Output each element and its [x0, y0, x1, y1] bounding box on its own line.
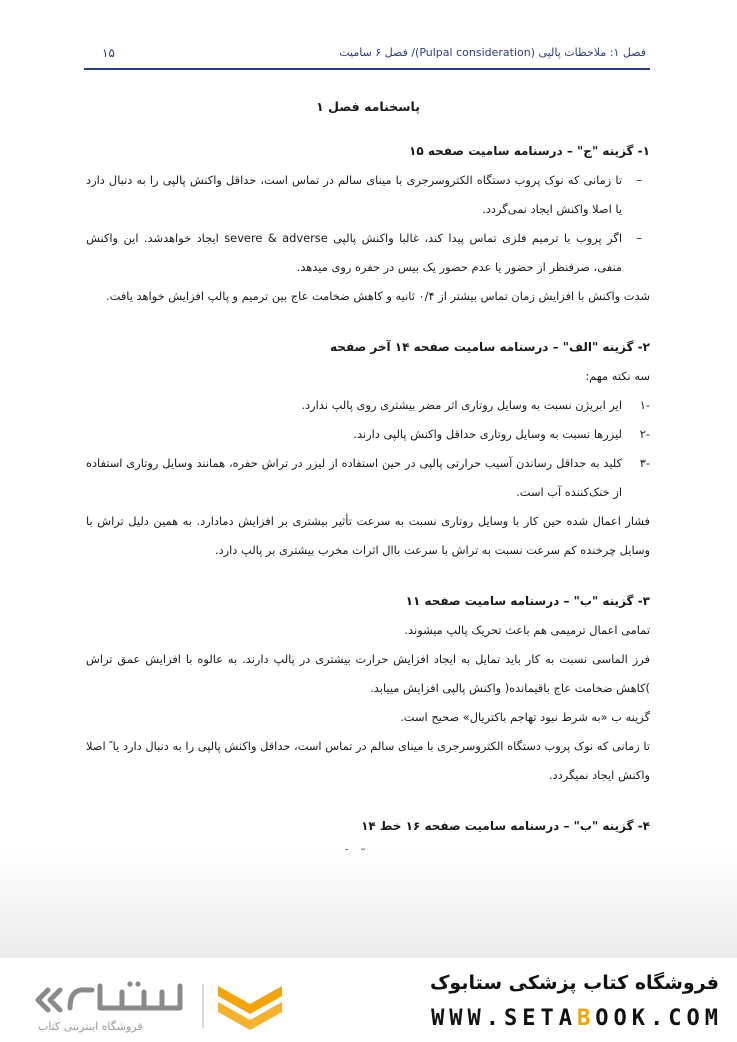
- bottom-fade: [0, 850, 737, 962]
- bullet-item: – اگر پروب با ترمیم فلزی تماس پیدا کند، غالبا واکنش پالپی severe & adverse ایجاد خواهدشد. این واکنش منفی، صرفنظر از حضور یا عدم حضور یک بیس در حفره روی میدهد.: [86, 224, 650, 282]
- item-number: -۲: [639, 427, 650, 441]
- answer-section-1: [86, 137, 650, 311]
- answer-heading: ۱- گزینه "ج" – درسنامه سامیت صفحه ۱۵: [409, 144, 650, 158]
- answer-section-2: [86, 333, 650, 565]
- answer-heading: ۲- گزینه "الف" – درسنامه سامیت صفحه ۱۴ آخر صفحه: [330, 340, 650, 354]
- store-name: فروشگاه کتاب پزشکی ستابوک: [429, 972, 719, 994]
- answer-heading: ۳- گزینه "ب" – درسنامه سامیت صفحه ۱۱: [405, 594, 650, 608]
- book-chevron-icon: [214, 980, 286, 1036]
- logo-tagline: فروشگاه اینترنتی کتاب: [38, 1020, 143, 1033]
- answer-heading: ۴- گزینه "ب" – درسنامه سامیت صفحه ۱۶ خط ۱۴: [361, 819, 650, 833]
- item-number: -۱: [639, 398, 650, 412]
- numbered-item: -۳ کلید به حداقل رساندن آسیب حرارتی پالپی در حین استفاده از لیزر در تراش حفره، همانند وسایل روتاری استفاده از خنک‌کننده آب است.: [86, 449, 650, 507]
- dash-marker: –: [636, 173, 642, 187]
- intro-text: سه نکته مهم:: [585, 369, 650, 383]
- page-header: [84, 40, 650, 70]
- store-url: WWW.SETABOOK.COM: [431, 1006, 723, 1031]
- store-footer: [0, 958, 737, 1042]
- running-title: فصل ۱: ملاحظات پالپی (Pulpal consideration)/ فصل ۶ سامیت: [339, 46, 646, 59]
- paragraph: تمامی اعمال ترمیمی هم باعث تحریک پالپ میشوند.: [404, 623, 650, 637]
- numbered-item: -۱ ایر ابریژن نسبت به وسایل روتاری اثر مضر بیشتری روی پالپ ندارد.: [86, 391, 650, 420]
- answer-section-3: [86, 587, 650, 790]
- setabook-wordmark-logo: [30, 978, 190, 1022]
- paragraph: شدت واکنش با افزایش زمان تماس بیشتر از ۰/۴ ثانیه و کاهش ضخامت عاج بین ترمیم و پالپ افزایش خواهد یافت.: [106, 289, 650, 303]
- paragraph: فرز الماسی نسبت به کار باید تمایل به ایجاد افزایش حرارت بیشتری در پالپ دارند. به عالوه با افزایش عمق تراش )کاهش ضخامت عاج باقیمانده( واکنش پالپی افزایش مییابد.: [86, 652, 650, 695]
- bullet-item: – تا زمانی که نوک پروب دستگاه الکتروسرجری با مینای سالم در تماس است، حداقل واکنش پالپی را به دنبال دارد یا اصلا واکنش ایجاد نمی‌گردد.: [86, 166, 650, 224]
- item-number: -۳: [639, 456, 650, 470]
- logo-divider: [202, 984, 204, 1028]
- paragraph: تا زمانی که نوک پروب دستگاه الکتروسرجری با مینای سالم در تماس است، حداقل واکنش پالپی را به دنبال دارد یا ً اصلا واکنش ایجاد نمیگردد.: [86, 739, 650, 782]
- dash-marker: –: [636, 231, 642, 245]
- paragraph: فشار اعمال شده حین کار با وسایل روتاری نسبت به سرعت تأثیر بیشتری بر افزایش دمادارد. به همین دلیل تراش با وسایل چرخنده کم سرعت نسبت به تراش با سرعت باال اثرات مخرب بیشتری بر پالپ دارد.: [86, 514, 650, 557]
- page-title: پاسخنامه فصل ۱: [316, 99, 420, 114]
- page-number: ۱۵: [102, 46, 115, 60]
- paragraph: گزینه ب «به شرط نبود تهاجم باکتریال» صحیح است.: [400, 710, 650, 724]
- page-content: [86, 92, 650, 870]
- numbered-item: -۲ لیزرها نسبت به وسایل روتاری حداقل واکنش پالپی دارند.: [86, 420, 650, 449]
